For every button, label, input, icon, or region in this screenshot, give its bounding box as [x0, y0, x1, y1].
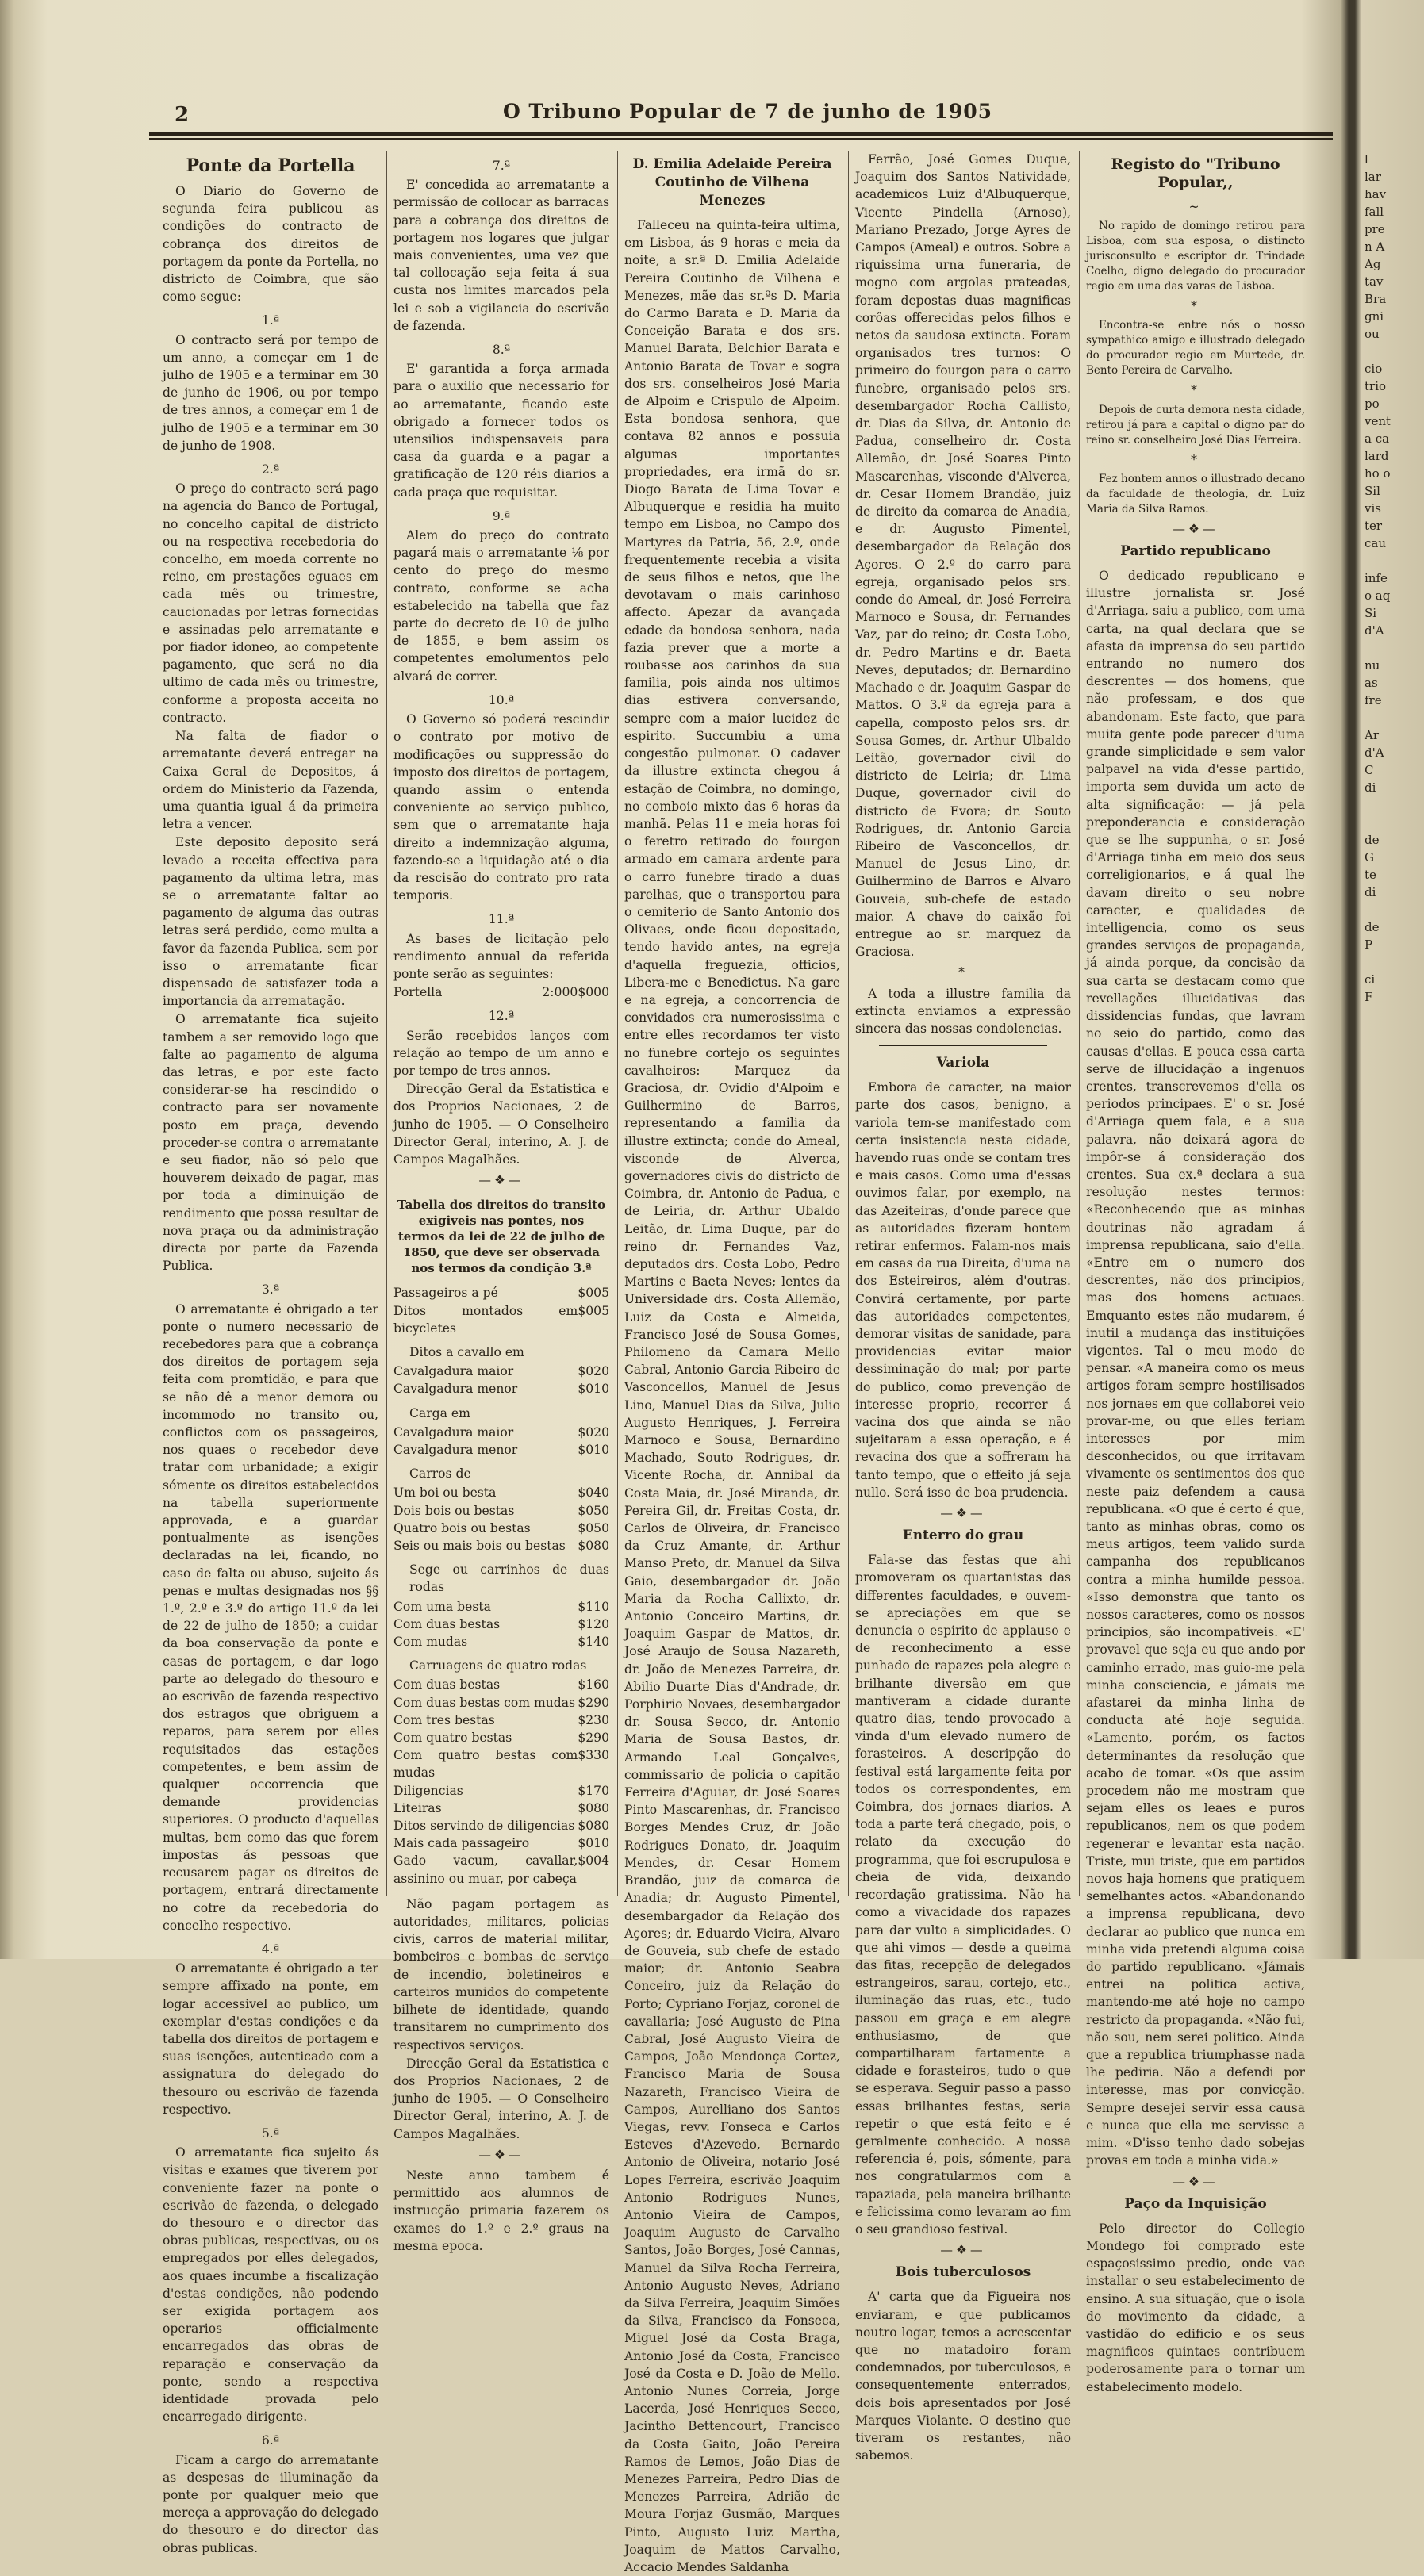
column-divider [386, 151, 387, 1896]
fragment-line: lar [1365, 170, 1381, 184]
toll-item: Gado vacum, cavallar, assinino ou muar, por cabeça [393, 1853, 578, 1886]
fragment-line: cau [1365, 536, 1387, 550]
paragraph: Depois de curta demora nesta cidade, retirou já para a capital o digno par do reino sr. conselheiro José Dias Ferreira. [1086, 403, 1305, 447]
fragment-line: trio [1365, 379, 1387, 393]
fragment-line: ter [1365, 519, 1383, 533]
article-title-partido: Partido republicano [1120, 543, 1271, 560]
obituary-text: Falleceu na quinta-feira ultima, em Lisboa, ás 9 horas e meia da noite, a sr.ª D. Emilia Adelaide Pereira Coutinho de Vilhena e Menezes, mãe das sr.ªs D. Maria do Carmo Barata e D. Maria da Conceição Barata e dos srs. Manuel Barata, Belchior Barata e Antonio Barata de Tovar e sogra dos srs. conselheiros José Maria de Alpoim e Crispulo de Alpoim. Esta bondosa senhora, que contava 82 annos e possuia algumas importantes propriedades, era irmã do sr. Diogo Barata de Lima Tovar e Albuquerque e residia ha muito tempo em Lisboa, no Campo dos Martyres da Patria, 56, 2.º, onde frequentemente recebia a visita de seus filhos e netos, que lhe devotavam o mais carinhoso affecto. Apezar da avançada edade da bondosa senhora, nada fazia prever que a morte a roubasse aos carinhos da sua familia, pois ainda nos ultimos dias estivera conversando, sempre com a maior lucidez de espirito. Succumbiu a uma congestão pulmonar. O cadaver da illustre extincta chegou á estação de Coimbra, no domingo, no comboio mixto das 6 horas da manhã. Pelas 11 e meia horas foi o feretro retirado do fourgon armado em camara ardente para o carro funebre tirado a duas parelhas, que o transportou para o cemiterio de Santo Antonio dos Olivaes, onde ficou depositado, tendo havido antes, na egreja d'aquella freguezia, officios, Libera-me e Benedictus. Na gare e na egreja, a concorrencia de convidados era numerosissima e entre elles recordamos ter visto no funebre cortejo os seguintes cavalheiros: Marquez da Graciosa, dr. Ovidio d'Alpoim e Guilhermino de Barros, representando a familia da illustre extincta; conde do Ameal, visconde de Alverca, governadores civis do districto de Coimbra, dr. Antonio de Padua, e de Leiria, dr. Arthur Ubaldo Leitão, dr. Lima Duque, par do reino dr. Fernandes Vaz, deputados drs. Costa Lobo, Pedro Martins e Baeta Neves; lentes da Universidade drs. Costa Allemão, Luiz da Costa e Almeida, Francisco José de Sousa Gomes, Philomeno da Camara Mello Cabral, Antonio Garcia Ribeiro de Vasconcellos, Manuel de Jesus Lino, Manuel Dias da Silva, Julio Augusto Henriques, J. Ferreira Marnoco e Sousa, Bernardino Machado, Souto Rodrigues, dr. Vicente Rocha, dr. Annibal da Costa Maia, dr. José Miranda, dr. Pereira Gil, dr. Freitas Costa, dr. Carlos de Oliveira, dr. Francisco da Cruz Amante, dr. Arthur Manso Preto, dr. Manuel da Silva Gaio, desembargador dr. João Maria da Rocha Callixto, dr. Antonio Conceiro Martins, dr. Joaquim Gaspar de Mattos, dr. José Araujo de Sousa Nazareth, dr. João de Menezes Parreira, dr. Abilio Duarte Dias d'Andrade, dr. Porphirio Novaes, desembargador dr. Sousa Secco, dr. Antonio Maria de Sousa Bastos, dr. Armando Leal Gonçalves, commissario de policia o capitão Ferreira d'Aguiar, dr. José Soares Pinto Mascarenhas, dr. Francisco Borges Mendes Cruz, dr. João Rodrigues Donato, dr. Joaquim Mendes, dr. Cesar Homem Brandão, juiz da comarca de Anadia; dr. Augusto Pimentel, desembargador da Relação dos Açores; dr. Eduardo Vieira, Alvaro de Gouveia, sub chefe de estado maior; dr. Antonio Seabra Conceiro, juiz da Relação do Porto; Cypriano Forjaz, coronel de cavallaria; José Augusto de Pina Cabral, José Augusto Vieira de Campos, João Mendonça Cortez, Francisco Maria de Sousa Nazareth, Francisco Vieira de Campos, Aurelliano dos Santos Viegas, revv. Fonseca e Carlos Esteves d'Azevedo, Bernardo Antonio de Oliveira, notario José Lopes Ferreira, escrivão Joaquim Antonio Rodrigues Nunes, Antonio Vieira de Campos, Joaquim Augusto de Carvalho Santos, João Borges, José Cannas, Manuel da Silva Rocha Ferreira, Antonio Augusto Neves, Adriano da Silva Ferreira, Joaquim Simões da Silva, Francisco da Fonseca, Miguel José da Costa Braga, Antonio José da Costa, Francisco José da Costa e D. João de Mello. Antonio Nunes Correia, Jorge Lacerda, José Henriques Secco, Jacintho Bettencourt, Francisco da Costa Gaito, João Pereira Ramos de Lemos, João Dias de Menezes Parreira, Pedro Dias de Menezes Parreira, Adrião de Moura Forjaz Gusmão, Marques Pinto, Augusto Luiz Martha, Joaquim de Mattos Carvalho, Accacio Mendes Saldanha [624, 218, 840, 2575]
page-number: 2 [175, 103, 190, 127]
base-licitacao-row [393, 983, 609, 1001]
paragraph: As bases de licitação pelo rendimento annual da referida ponte serão as seguintes: [393, 931, 609, 981]
paragraph: E' concedida ao arrematante a permissão de collocar as barracas para a cobrança dos direitos de portagem nos logares que julgar mais convenientes, uma vez que tal collocação seja feita á sua custa nos limites marcados pela lei e sob a vigilancia do escrivão de fazenda. [393, 178, 609, 333]
fragment-line: infe [1365, 571, 1388, 585]
toll-value: $010 [578, 1382, 609, 1397]
fragment-line: cio [1365, 362, 1383, 376]
toll-value: $290 [578, 1731, 609, 1746]
toll-row [393, 1800, 609, 1817]
article-title-registo: Registo do "Tribuno Popular,, [1111, 155, 1280, 191]
article-title-bois: Bois tuberculosos [895, 2264, 1031, 2281]
paragraph: Encontra-se entre nós o nosso sympathico amigo e illustrado delegado do procurador regio em Murtede, dr. Bento Pereira de Carvalho. [1086, 319, 1305, 378]
fragment-line [1365, 639, 1424, 657]
article-title-enterro: Enterro do grau [902, 1528, 1024, 1544]
paragraph: Não pagam portagem as autoridades, militares, policias civis, carros de material militar, bombeiros e bombas de serviço de incendio, boletineiros e carteiros munidos do competente bilhete de identidade, quando transitarem no cumprimento dos respectivos serviços. [393, 1896, 609, 2053]
paragraph: Fala-se das festas que ahi promoveram os quartanistas das differentes faculdades, e ouvem-se apreciações em que se denuncia o espirito de applauso e de reconhecimento a esse punhado de rapazes pela alegre e brilhante diversão em que mantiveram a cidade durante quatro dias, tendo provocado a vinda d'um elevado numero de forasteiros. A descripção do festival está largamente feita por todos os correspondentes, em Coimbra, dos jornaes diarios. A toda a parte terá chegado, pois, o relato da execução do programma, que foi escrupulosa e cheia de vida, deixando recordação gratissima. Não ha como a vivacidade dos rapazes para dar vulto a simplicidades. O que ahi vimos — desde a queima das fitas, recepção de delegados estrangeiros, sarau, cortejo, etc., iluminação das ruas, etc., tudo passou em graça e em alegre enthusiasmo, de que compartilharam fartamente a cidade e forasteiros, tudo o que se esperava. Seguir passo a passo essas brilhantes festas, seria repetir o que está feito e é geralmente conhecido. A nossa referencia é, pois, sómente, para nos congratularmos com a rapaziada, pela maneira brilhante e felicissima como levaram ao fim o seu grandioso festival. [855, 1553, 1071, 2237]
paragraph: Na falta de fiador o arrematante deverá entregar na Caixa Geral de Depositos, á ordem do Ministerio da Fazenda, uma quantia igual á da primeira letra a vencer. [163, 729, 378, 832]
toll-row [393, 1598, 609, 1616]
toll-row [393, 1694, 609, 1712]
toll-value: $080 [578, 1800, 609, 1815]
fragment-line: te [1365, 868, 1376, 882]
fragment-line: as [1365, 676, 1378, 690]
fragment-line: d'A [1365, 746, 1384, 760]
fragment-line: G [1365, 850, 1374, 864]
toll-table-title: Tabella dos direitos do transito exigiveis nas pontes, nos termos da lei de 22 de julho de 1850, que deve ser observada nos termos da condição 3.ª [397, 1198, 606, 1276]
toll-value: $020 [578, 1424, 609, 1439]
article-title-obituary: D. Emilia Adelaide Pereira Coutinho de Vilhena Menezes [632, 156, 832, 209]
paragraph: E' garantida a força armada para o auxilio que necessario for ao arrematante, ficando este obrigado a fornecer todos os utensilios indispensaveis para casa da guarda e a pagar a gratificação de 120 réis diarios a cada praça que requisitar. [393, 362, 609, 500]
fragment-line: o aq [1365, 588, 1391, 603]
toll-value: $080 [578, 1819, 609, 1834]
toll-item: Diligencias [393, 1783, 463, 1798]
fragment-line: d'A [1365, 623, 1384, 638]
toll-row [393, 1302, 609, 1337]
toll-row [393, 1616, 609, 1633]
fragment-line: di [1365, 885, 1376, 899]
toll-value: $160 [578, 1677, 609, 1692]
toll-item: Com uma besta [393, 1599, 491, 1614]
article-title-paco: Paço da Inquisição [1124, 2195, 1267, 2212]
fragment-line [1365, 709, 1424, 726]
fragment-line: F [1365, 990, 1373, 1004]
clause-number: 6.ª [261, 2433, 280, 2448]
paragraph: O arrematante fica sujeito tambem a ser removido logo que falte ao pagamento de alguma das letras, e por este facto considerar-se ha rescindido o contracto para ser novamente posto em praça, devendo proceder-se contra o arrematante e seu fiador, não só pelo que houverem deixado de pagar, mas por toda a diminuição de rendimento que possa resultar de nova praça ou da administração directa por parte da Fazenda Publica. [163, 1012, 378, 1274]
toll-group-c [393, 1424, 609, 1459]
paragraph: Embora de caracter, na maior parte dos casos, benigno, a variola tem-se manifestado com certa insistencia nesta cidade, havendo ruas onde se contam tres e mais casos. Como uma d'essas ouvimos falar, por exemplo, na das Azeiteiras, d'onde parece que as autoridades fizeram hontem retirar enfermos. Falam-nos mais em casas da rua Direita, d'uma na dos Esteireiros, além d'outras. Convirá certamente, por parte das autoridades competentes, demorar visitas de sanidade, para providencias evitar maior dessiminação do mal; por parte do publico, como prevenção de interesse proprio, recorrer á vacina dos que ainda se não sujeitaram a essa operação, e é revacina dos que a soffreram ha tanto tempo, que o effeito já seja nullo. Será isso de boa prudencia. [855, 1080, 1071, 1500]
clause-number: 2.ª [261, 462, 280, 477]
page-header [163, 89, 1333, 133]
toll-value: $050 [578, 1503, 609, 1518]
toll-group-heading: Carruagens de quatro rodas [409, 1658, 587, 1673]
ornament: * [958, 965, 968, 980]
paragraph: Ficam a cargo do arrematante as despesas de illuminação da ponte por qualquer meio que mereça a approvação do delegado do thesouro e do director das obras publicas. [163, 2452, 378, 2555]
toll-item: Quatro bois ou bestas [393, 1520, 531, 1535]
paragraph: O Diario do Governo de segunda feira publicou as condições do contracto de cobrança dos direitos de portagem da ponte da Portella, no districto de Coimbra, que são como segue: [163, 184, 378, 305]
paragraph: A toda a illustre familia da extincta enviamos a expressão sincera das nossas condolencias. [855, 986, 1071, 1036]
column-divider [848, 151, 849, 1896]
paragraph: Este deposito deposito será levado a receita effectiva para pagamento da ultima letra, mas se o arrematante faltar ao pagamento de alguma das outras letras será perdido, como multa a favor da fazenda Publica, sem por isso o arrematante ficar dispensado de satisfazer toda a importancia da arrematação. [163, 835, 378, 1009]
fragment-line: Si [1365, 606, 1377, 620]
ornament: ~ [1188, 200, 1203, 214]
toll-item: Cavalgadura menor [393, 1443, 518, 1457]
fragment-line: tav [1365, 274, 1384, 289]
toll-row [393, 1676, 609, 1693]
next-page-fragments [1365, 151, 1424, 1006]
fragment-line: de [1365, 833, 1380, 847]
paragraph: A' carta que da Figueira nos enviaram, e que publicamos noutro logar, temos a acrescentar que no matadoiro foram condemnados, por tuberculosos, e consequentemente enterrados, dois bois apresentados por José Marques Violante. O destino que tiveram os restantes, não sabemos. [855, 2290, 1071, 2463]
ornament: —❖— [478, 2147, 524, 2162]
toll-row [393, 1363, 609, 1380]
ornament: * [1191, 299, 1200, 314]
toll-group-e [393, 1598, 609, 1651]
ornament: —❖— [1173, 2174, 1219, 2189]
clause-number: 12.ª [488, 1009, 515, 1024]
toll-row [393, 1633, 609, 1650]
toll-item: Um boi ou besta [393, 1485, 497, 1501]
toll-item: Com tres bestas [393, 1712, 495, 1727]
toll-group-a [393, 1284, 609, 1337]
fragment-line: hav [1365, 187, 1387, 201]
toll-value: $040 [578, 1485, 609, 1501]
column-1 [163, 151, 378, 2555]
fragment-line [1365, 796, 1424, 814]
fragment-line: lard [1365, 449, 1389, 463]
paragraph: O arrematante fica sujeito ás visitas e exames que tiverem por conveniente fazer na ponte o escrivão de fazenda, o delegado do thesouro e o director das obras publicas, respectivas, ou os empregados por elles delegados, aos quaes incumbe a fiscalização d'estas condições, não podendo ser exigida portagem aos operarios officialmente encarregados das obras de reparação e conservação da ponte, sendo a respectiva identidade provada pelo encarregado dirigente. [163, 2145, 378, 2425]
fragment-line: ci [1365, 972, 1376, 987]
toll-item: Liteiras [393, 1800, 442, 1815]
paragraph: Serão recebidos lanços com relação ao tempo de um anno e por tempo de tres annos. [393, 1028, 609, 1078]
fragment-line: vent [1365, 414, 1391, 428]
column-3 [624, 151, 840, 2575]
toll-group-f [393, 1676, 609, 1781]
row-label: Portella [393, 985, 443, 1000]
fragment-line: Ag [1365, 257, 1381, 271]
toll-item: Com duas bestas [393, 1677, 501, 1692]
toll-value: $010 [578, 1836, 609, 1851]
paragraph: Alem do preço do contrato pagará mais o arrematante ⅛ por cento do preço do mesmo contrato, conforme se acha estabelecido na tabella que faz parte do decreto de 10 de julho de 1855, e bem assim os competentes emolumentos pelo alvará de correr. [393, 528, 609, 684]
fragment-line: pre [1365, 222, 1385, 236]
toll-row [393, 1729, 609, 1746]
toll-group-heading: Carros de [409, 1466, 471, 1482]
toll-value: $120 [578, 1616, 609, 1631]
paragraph: Pelo director do Collegio Mondego foi comprado este espaçosissimo predio, onde vae installar o seu estabelecimento de ensino. A sua situação, que o isola do movimento da cidade, a vastidão do edificio e os seus magnificos quintaes contribuem poderosamente para o tornar um estabelecimento modelo. [1086, 2221, 1305, 2394]
toll-row [393, 1284, 609, 1301]
fragment-line: Ar [1365, 728, 1380, 742]
clause-number: 3.ª [261, 1282, 280, 1298]
toll-value: $050 [578, 1520, 609, 1535]
toll-row [393, 1834, 609, 1852]
article-title-ponte: Ponte da Portella [186, 155, 355, 176]
paragraph: O arrematante é obrigado a ter ponte o numero necessario de recebedores para que a cobrança dos direitos de portagem seja feita com promtidão, e para que se não dê a menor demora ou incommodo no transito ou, conflictos com os passageiros, nos quaes o recebedor deve tratar com urbanidade; a exigir sómente os direitos estabelecidos na tabella superiormente approvada, e a guardar pontualmente as isenções declaradas na lei, ficando, no caso de falta ou abuso, sujeito ás penas e multas designadas nos §§ 1.º, 2.º e 3.º do artigo 11.º da lei de 22 de julho de 1850; a cuidar da boa conservação da ponte e casas de portagem, e dar logo parte ao delegado do thesouro e ao escrivão de fazenda respectivo dos estragos que obriguem a reparos, para serem por elles requisitados das estações competentes, e bem assim de qualquer occorrencia que demande providencias superiores. O producto d'aquellas multas, bem como das que forem impostas ás pessoas que recusarem pagar os direitos de portagem, entrará directamente no cofre da recebedoria do concelho respectivo. [163, 1301, 378, 1933]
toll-row [393, 1484, 609, 1501]
toll-row [393, 1520, 609, 1537]
paragraph: O arrematante é obrigado a ter sempre affixado na ponte, em logar accessivel ao publico, um exemplar d'estas condições e da tabella dos direitos de portagem e suas isenções, autenticado com a assignatura do delegado do thesouro ou escrivão de fazenda respectivo. [163, 1961, 378, 2117]
header-rule [149, 132, 1333, 136]
paragraph: Ferrão, José Gomes Duque, Joaquim dos Santos Natividade, academicos Luiz d'Albuquerque, Vicente Pindella (Arnoso), Mariano Prezado, Jorge Ayres de Campos (Ameal) e outros. Sobre a riquissima urna funeraria, de mogno com argolas prateadas, foram depostas duas magnificas corôas offerecidas pelos filhos e netos da saudosa extincta. Foram organisados tres turnos: O primeiro do fourgon para o carro funebre, organisado pelos srs. desembargador Rocha Callisto, dr. Dias da Silva, dr. Antonio de Padua, conselheiro dr. Costa Allemão, dr. José Soares Pinto Mascarenhas, visconde d'Alverca, dr. Cesar Homem Brandão, juiz de direito da comarca de Anadia, e dr. Augusto Pimentel, desembargador da Relação dos Açores. O 2.º do carro para egreja, organisado pelos srs. conde do Ameal, dr. José Ferreira Marnoco e Sousa, dr. Fernandes Vaz, par do reino; dr. Costa Lobo, dr. Pedro Martins e dr. Baeta Neves, deputados; dr. Bernardino Machado e dr. Joaquim Gaspar de Mattos. O 3.º da egreja para a capella, composto pelos srs. dr. Sousa Gomes, dr. Arthur Ulbaldo Leitão, governador civil do districto de Leiria; dr. Lima Duque, governador civil do districto de Evora; dr. Souto Rodrigues, dr. Antonio Garcia Ribeiro de Vasconcellos, dr. Manuel de Jesus Lino, dr. Guilhermino de Barros e Alvaro Gouveia, sub-chefe de estado maior. A chave do caixão foi entregue ao sr. marquez da Graciosa. [855, 152, 1071, 960]
toll-group-heading: Carga em [409, 1405, 470, 1420]
toll-value: $170 [578, 1783, 609, 1798]
fragment-line: nu [1365, 658, 1380, 673]
toll-group-g [393, 1782, 609, 1888]
divider [879, 1045, 1047, 1046]
fragment-line: ho o [1365, 466, 1391, 481]
fragment-line: P [1365, 937, 1373, 952]
clause-number: 4.ª [261, 1942, 280, 1957]
column-divider [1079, 151, 1080, 1896]
ornament: —❖— [940, 2243, 986, 2258]
paragraph: No rapido de domingo retirou para Lisboa, com sua esposa, o distincto jurisconsulto e escriptor dr. Trindade Coelho, digno delegado do procurador regio em uma das varas de Lisboa. [1086, 220, 1305, 293]
toll-row [393, 1746, 609, 1781]
fragment-line [1365, 953, 1424, 971]
toll-group-b [393, 1363, 609, 1397]
toll-item: Com quatro bestas [393, 1731, 512, 1746]
toll-row [393, 1852, 609, 1887]
signature-block: Direcção Geral da Estatistica e dos Proprios Nacionaes, 2 de junho de 1905. — O Conselheiro Director Geral, interino, A. J. de Campos Magalhães. [393, 1082, 609, 1167]
column-2 [393, 151, 609, 2253]
toll-value: $005 [578, 1303, 609, 1318]
fragment-line: di [1365, 780, 1376, 795]
clause-number: 7.ª [492, 159, 511, 173]
toll-value: $005 [578, 1286, 609, 1301]
toll-item: Ditos montados em bicycletes [393, 1303, 578, 1336]
toll-item: Com mudas [393, 1635, 468, 1650]
toll-table [393, 1284, 609, 1888]
toll-row [393, 1380, 609, 1397]
signature-block: Direcção Geral da Estatistica e dos Proprios Nacionaes, 2 de junho de 1905. — O Conselheiro Director Geral, interino, A. J. de Campos Magalhães. [393, 2056, 609, 2141]
toll-value: $330 [578, 1748, 609, 1763]
fragment-line [1365, 814, 1424, 831]
toll-value: $004 [578, 1853, 609, 1869]
fragment-line: po [1365, 397, 1380, 411]
paragraph: O preço do contracto será pago na agencia do Banco de Portugal, no concelho capital de districto ou na respectiva recebedoria do concelho, em moeda corrente no reino, em prestações eguaes em cada mês ou trimestre, caucionadas por letras fornecidas e assinadas pelo arrematante e por fiador idoneo, ao competente pagamento, que será no dia ultimo de cada mês ou trimestre, conforme a proposta acceita no contracto. [163, 481, 378, 725]
column-5 [1086, 151, 1305, 2394]
toll-row [393, 1537, 609, 1554]
toll-item: Dois bois ou bestas [393, 1503, 515, 1518]
toll-value: $140 [578, 1635, 609, 1650]
header-rule-thin [149, 138, 1333, 140]
paragraph: Neste anno tambem é permittido aos alumnos de instrucção primaria fazerem os exames do 1.º e 2.º graus na mesma epoca. [393, 2168, 609, 2253]
fragment-line [1365, 343, 1424, 360]
clause-number: 1.ª [261, 313, 280, 328]
clause-number: 5.ª [261, 2126, 280, 2141]
fragment-line: Sil [1365, 484, 1380, 498]
paragraph: Fez hontem annos o illustrado decano da faculdade de theologia, dr. Luiz Maria da Silva Ramos. [1086, 472, 1305, 516]
fragment-line [1365, 552, 1424, 569]
masthead: O Tribuno Popular de 7 de junho de 1905 [502, 100, 993, 123]
ornament: —❖— [940, 1506, 986, 1521]
fragment-line: C [1365, 763, 1374, 777]
toll-row [393, 1441, 609, 1459]
toll-item: Cavalgadura maior [393, 1364, 514, 1379]
toll-value: $290 [578, 1695, 609, 1710]
toll-item: Com quatro bestas com mudas [393, 1748, 578, 1781]
fragment-line: ou [1365, 327, 1380, 341]
toll-row [393, 1502, 609, 1520]
clause-number: 9.ª [492, 508, 511, 523]
toll-item: Seis ou mais bois ou bestas [393, 1539, 566, 1554]
ornament: —❖— [478, 1173, 524, 1188]
fragment-line: fre [1365, 693, 1382, 707]
toll-value: $110 [578, 1599, 609, 1614]
toll-item: Passageiros a pé [393, 1286, 498, 1301]
toll-item: Com duas bestas [393, 1616, 501, 1631]
row-value: 2:000$000 [542, 985, 609, 1000]
fragment-line: Bra [1365, 292, 1387, 306]
toll-group-heading: Ditos a cavallo em [409, 1344, 524, 1359]
toll-value: $020 [578, 1364, 609, 1379]
column-divider [617, 151, 618, 1896]
toll-row [393, 1712, 609, 1729]
fragment-line: l [1365, 152, 1368, 167]
fragment-line: n A [1365, 240, 1385, 254]
fragment-line: de [1365, 920, 1380, 934]
fragment-line: gni [1365, 309, 1384, 324]
toll-row [393, 1817, 609, 1834]
toll-value: $230 [578, 1712, 609, 1727]
toll-item: Cavalgadura maior [393, 1424, 514, 1439]
clause-number: 8.ª [492, 343, 511, 358]
paragraph: O Governo só poderá rescindir o contrato por motivo de modificações ou suppressão do imposto dos direitos de portagem, quando assim o entenda conveniente ao serviço publico, sem que o arrematante haja direito a indemnização alguma, fazendo-se a liquidação até o dia da rescisão do contrato pro rata temporis. [393, 712, 609, 903]
paragraph: O dedicado republicano e illustre jornalista sr. José d'Arriaga, saiu a publico, com uma carta, na qual declara que se afasta da imprensa do seu partido entrando no numero dos descrentes — dos homens, que não professam, e dos que abandonam. Este facto, que para muita gente pode parecer d'uma grande simplicidade e sem valor palpavel na vida d'esse partido, importa sem duvida um acto de alta significação: — já pela preponderancia e consideração que se lhe suppunha, o sr. José d'Arriaga tinha em meio dos seus correligionarios, e á qual lhe davam direito o seu nobre caracter, e qualidades de intelligencia, como os seus grandes serviços de propaganda, já ainda porque, da concisão da sua carta se destacam como que revellações illucidativas das dissidencias fundas, que lavram no seio do partido, como das causas d'ellas. E pouca essa carta serve de illucidação a ingenuos crentes, transcrevemos d'ella os periodos principaes. E' o sr. José d'Arriaga quem fala, e a sua palavra, não deixará agora de impôr-se á consideração dos crentes. Sua ex.ª declara a sua resolução nestes termos: «Reconhecendo que as minhas doutrinas não agradam á imprensa republicana, saio d'ella. «Entre em o numero dos descrentes, não dos principios, mas dos homens actuaes. Emquanto estes não mudarem, é inutil a mudança das instituições vigentes. Tal o meu modo de pensar. «A maneira como os meus artigos foram sempre hostilisados nos jornaes em que collaborei veio provar-me, ou que elles feriam interesses por mim desconhecidos, ou que irritavam vivamente os sentimentos dos que neste paiz defendem a causa republicana. «O que é certo é que, tanto as minhas obras, como os meus artigos, teem valido surda campanha dos republicanos contra a minha humilde pessoa. «Isso demonstra que tanto os nossos caracteres, como os nossos principios, são incompativeis. «E' provavel que seja eu que ando por caminho errado, mas guio-me pela minha consciencia, e jámais me afastarei da minha linha de conducta até hoje seguida. «Lamento, porém, os factos determinantes da resolução que acabo de tomar. «Os que assim procedem não me mostram que sejam elles os leaes e puros republicanos, nem os que podem regenerar e levantar esta nação. Triste, mui triste, que em partidos novos haja homens que pratiquem semelhantes actos. «Abandonando a imprensa republicana, devo declarar ao publico que nunca em minha vida pretendi alguma coisa do partido republicano. «Jámais entrei na politica activa, mantendo-me até hoje no campo restricto da propaganda. «Não fui, não sou, nem serei politico. Ainda que a republica triumphasse nada lhe pediria. Não a defendi por interesse, mas por convicção. Sempre desejei servir essa causa e nunca que ella me servisse a mim. «D'isso tenho dado sobejas provas em toda a minha vida.» [1086, 569, 1305, 2168]
ornament: —❖— [1173, 521, 1219, 536]
toll-item: Mais cada passageiro [393, 1836, 530, 1851]
toll-item: Ditos servindo de diligencias [393, 1819, 575, 1834]
toll-value: $080 [578, 1539, 609, 1554]
fragment-line: a ca [1365, 431, 1390, 446]
toll-group-heading: Sege ou carrinhos de duas rodas [409, 1562, 609, 1595]
clause-number: 10.ª [488, 692, 515, 707]
fragment-line: vis [1365, 501, 1381, 516]
paragraph: O contracto será por tempo de um anno, a começar em 1 de julho de 1905 e a terminar em 30 de junho de 1906, ou por tempo de tres annos, a começar em 1 de julho de 1905 e a terminar em 30 de junho de 1908. [163, 332, 378, 453]
toll-value: $010 [578, 1443, 609, 1457]
toll-row [393, 1424, 609, 1441]
article-title-variola: Variola [936, 1055, 990, 1071]
fragment-line [1365, 901, 1424, 918]
toll-row [393, 1782, 609, 1800]
column-4 [855, 151, 1071, 2463]
toll-item: Cavalgadura menor [393, 1382, 518, 1397]
toll-item: Com duas bestas com mudas [393, 1695, 576, 1710]
fragment-line: fall [1365, 205, 1384, 219]
clause-number: 11.ª [488, 912, 515, 927]
ornament: * [1191, 383, 1200, 398]
ornament: * [1191, 452, 1200, 467]
toll-group-d [393, 1484, 609, 1554]
